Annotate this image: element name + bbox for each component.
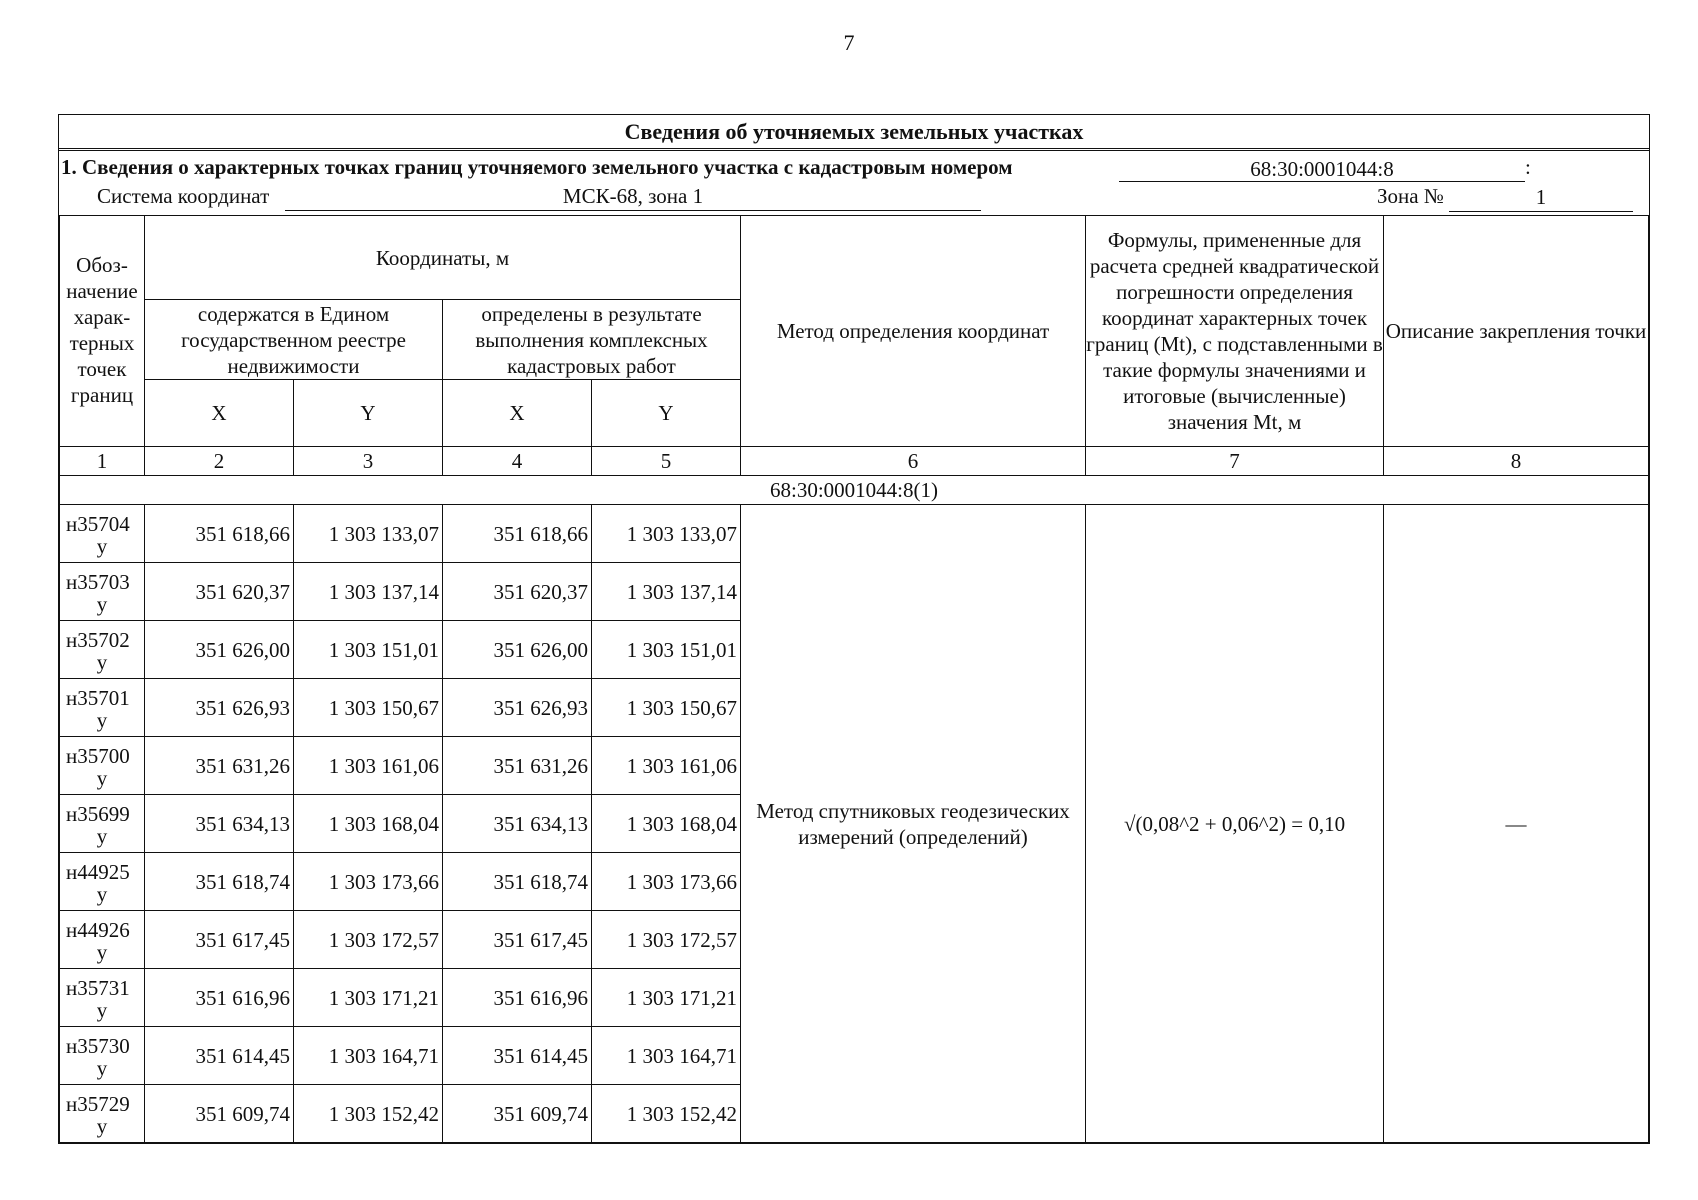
column-number: 2 xyxy=(145,447,294,476)
point-name: н35703 xyxy=(66,569,130,594)
section-heading: 1. Сведения о характерных точках границ уточняемого земельного участка с кадастровым номером xyxy=(61,155,1013,179)
x-egrn-cell: 351 620,37 xyxy=(145,563,294,621)
column-number: 4 xyxy=(443,447,592,476)
y-egrn-cell: 1 303 171,21 xyxy=(294,969,443,1027)
point-suffix: у xyxy=(96,939,108,964)
y-egrn-cell: 1 303 150,67 xyxy=(294,679,443,737)
point-name-cell xyxy=(60,1027,145,1085)
y-egrn-cell: 1 303 164,71 xyxy=(294,1027,443,1085)
point-suffix: у xyxy=(96,1113,108,1138)
x-determined-cell: 351 616,96 xyxy=(443,969,592,1027)
point-name: н35731 xyxy=(66,975,130,1000)
cadastral-colon: : xyxy=(1525,155,1531,179)
coord-system-value: МСК-68, зона 1 xyxy=(285,184,981,211)
y-determined-cell: 1 303 133,07 xyxy=(592,505,741,563)
point-suffix: у xyxy=(96,533,108,558)
point-name: н35730 xyxy=(66,1033,130,1058)
page-number: 7 xyxy=(843,30,855,55)
x-determined-cell: 351 618,66 xyxy=(443,505,592,563)
header-x-egrn: X xyxy=(145,380,294,447)
column-number: 5 xyxy=(592,447,741,476)
point-name-cell xyxy=(60,679,145,737)
header-method: Метод определения координат xyxy=(741,216,1086,447)
coord-system-label: Система координат xyxy=(97,184,270,208)
y-egrn-cell: 1 303 173,66 xyxy=(294,853,443,911)
x-egrn-cell: 351 626,93 xyxy=(145,679,294,737)
point-name-cell xyxy=(60,563,145,621)
x-determined-cell: 351 620,37 xyxy=(443,563,592,621)
point-suffix: у xyxy=(96,591,108,616)
point-name: н35702 xyxy=(66,627,130,652)
y-egrn-cell: 1 303 133,07 xyxy=(294,505,443,563)
document-title: Сведения об уточняемых земельных участках xyxy=(59,115,1649,151)
x-egrn-cell: 351 618,74 xyxy=(145,853,294,911)
point-name: н35704 xyxy=(66,511,130,536)
header-x-determined: X xyxy=(443,380,592,447)
description-cell: — xyxy=(1384,505,1649,1143)
header-coordinates: Координаты, м xyxy=(145,216,741,300)
y-determined-cell: 1 303 137,14 xyxy=(592,563,741,621)
y-determined-cell: 1 303 151,01 xyxy=(592,621,741,679)
points-table xyxy=(59,215,1649,1143)
point-suffix: у xyxy=(96,765,108,790)
group-label: 68:30:0001044:8(1) xyxy=(60,476,1649,505)
point-name-cell xyxy=(60,737,145,795)
y-egrn-cell: 1 303 172,57 xyxy=(294,911,443,969)
group-row xyxy=(60,476,1649,505)
x-egrn-cell: 351 618,66 xyxy=(145,505,294,563)
zone-value: 1 xyxy=(1449,185,1633,212)
point-suffix: у xyxy=(96,707,108,732)
y-determined-cell: 1 303 173,66 xyxy=(592,853,741,911)
point-name: н35701 xyxy=(66,685,130,710)
x-determined-cell: 351 634,13 xyxy=(443,795,592,853)
y-egrn-cell: 1 303 151,01 xyxy=(294,621,443,679)
header-point-designation: Обоз-начение харак-терных точек границ xyxy=(60,216,145,447)
point-name-cell xyxy=(60,969,145,1027)
x-egrn-cell: 351 614,45 xyxy=(145,1027,294,1085)
formula-cell: √(0,08^2 + 0,06^2) = 0,10 xyxy=(1086,505,1384,1143)
x-determined-cell: 351 617,45 xyxy=(443,911,592,969)
point-name-cell xyxy=(60,795,145,853)
x-determined-cell: 351 626,93 xyxy=(443,679,592,737)
x-egrn-cell: 351 634,13 xyxy=(145,795,294,853)
point-name: н44925 xyxy=(66,859,130,884)
point-name: н35700 xyxy=(66,743,130,768)
document-table xyxy=(58,114,1650,1144)
column-number: 1 xyxy=(60,447,145,476)
y-determined-cell: 1 303 164,71 xyxy=(592,1027,741,1085)
y-determined-cell: 1 303 168,04 xyxy=(592,795,741,853)
y-determined-cell: 1 303 150,67 xyxy=(592,679,741,737)
x-egrn-cell: 351 631,26 xyxy=(145,737,294,795)
x-egrn-cell: 351 617,45 xyxy=(145,911,294,969)
y-determined-cell: 1 303 152,42 xyxy=(592,1085,741,1143)
column-number: 7 xyxy=(1086,447,1384,476)
cadastral-number: 68:30:0001044:8 xyxy=(1119,157,1525,182)
y-determined-cell: 1 303 172,57 xyxy=(592,911,741,969)
point-suffix: у xyxy=(96,823,108,848)
y-egrn-cell: 1 303 168,04 xyxy=(294,795,443,853)
y-egrn-cell: 1 303 137,14 xyxy=(294,563,443,621)
point-suffix: у xyxy=(96,997,108,1022)
column-number: 6 xyxy=(741,447,1086,476)
header-egrn: содержатся в Едином государственном реестре недвижимости xyxy=(145,300,443,380)
header-y-determined: Y xyxy=(592,380,741,447)
x-determined-cell: 351 626,00 xyxy=(443,621,592,679)
header-y-egrn: Y xyxy=(294,380,443,447)
column-number-row xyxy=(60,447,1649,476)
x-egrn-cell: 351 626,00 xyxy=(145,621,294,679)
point-name: н44926 xyxy=(66,917,130,942)
point-suffix: у xyxy=(96,649,108,674)
section-header xyxy=(59,151,1649,215)
header-formula: Формулы, примененные для расчета средней квадратической погрешности определения координат характерных точек границ (Mt), с подставленными в такие формулы значениями и итоговые (вычисленные) значения Mt, м xyxy=(1086,216,1384,447)
y-egrn-cell: 1 303 152,42 xyxy=(294,1085,443,1143)
y-determined-cell: 1 303 171,21 xyxy=(592,969,741,1027)
column-number: 8 xyxy=(1384,447,1649,476)
point-name-cell xyxy=(60,853,145,911)
point-name-cell xyxy=(60,505,145,563)
y-egrn-cell: 1 303 161,06 xyxy=(294,737,443,795)
point-name: н35699 xyxy=(66,801,130,826)
point-name-cell xyxy=(60,621,145,679)
header-description: Описание закрепления точки xyxy=(1384,216,1649,447)
x-egrn-cell: 351 609,74 xyxy=(145,1085,294,1143)
zone-label: Зона № xyxy=(1377,184,1444,208)
x-determined-cell: 351 618,74 xyxy=(443,853,592,911)
column-number: 3 xyxy=(294,447,443,476)
y-determined-cell: 1 303 161,06 xyxy=(592,737,741,795)
x-egrn-cell: 351 616,96 xyxy=(145,969,294,1027)
point-name-cell xyxy=(60,1085,145,1143)
point-suffix: у xyxy=(96,1055,108,1080)
table-row xyxy=(60,505,1649,563)
point-name: н35729 xyxy=(66,1091,130,1116)
point-suffix: у xyxy=(96,881,108,906)
method-cell: Метод спутниковых геодезических измерений (определений) xyxy=(741,505,1086,1143)
header-determined: определены в результате выполнения комплексных кадастровых работ xyxy=(443,300,741,380)
x-determined-cell: 351 609,74 xyxy=(443,1085,592,1143)
x-determined-cell: 351 614,45 xyxy=(443,1027,592,1085)
point-name-cell xyxy=(60,911,145,969)
x-determined-cell: 351 631,26 xyxy=(443,737,592,795)
